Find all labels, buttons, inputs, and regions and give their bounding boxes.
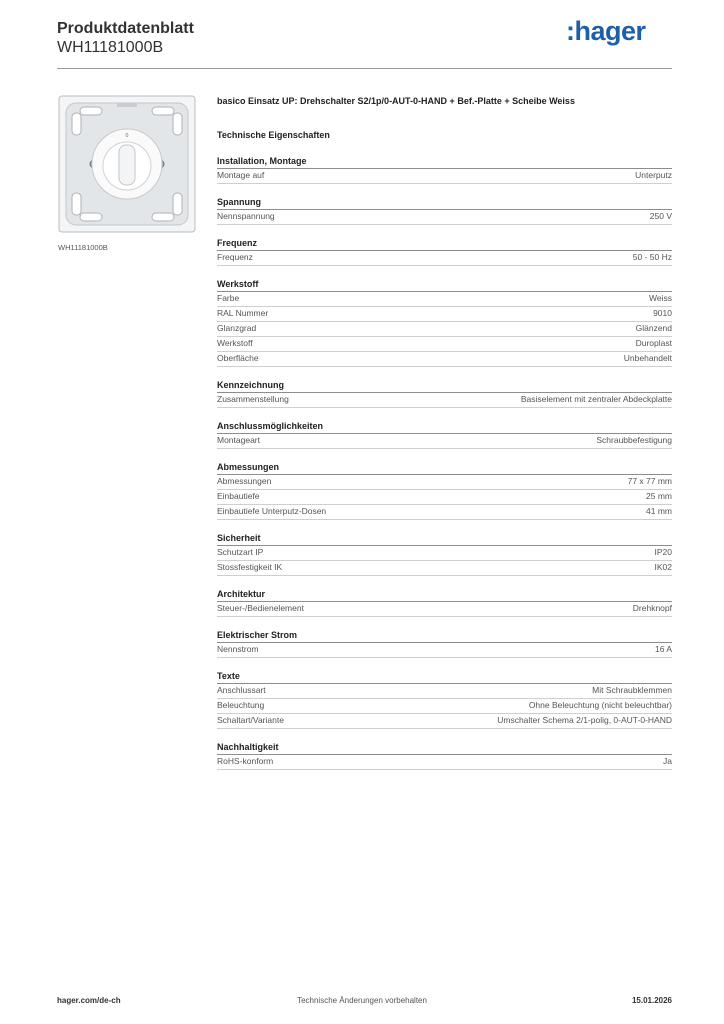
image-caption: WH11181000B bbox=[58, 243, 108, 252]
spec-label: Frequenz bbox=[217, 252, 253, 262]
footer-date: 15.01.2026 bbox=[631, 996, 672, 1005]
spec-value: Mit Schraubklemmen bbox=[592, 685, 672, 695]
rotary-switch-insert-image bbox=[58, 95, 196, 233]
spec-row bbox=[217, 352, 672, 367]
spec-value: Unterputz bbox=[635, 170, 672, 180]
spec-label: Steuer-/Bedienelement bbox=[217, 603, 304, 613]
section-title: Spannung bbox=[217, 196, 672, 210]
spec-value: IK02 bbox=[654, 562, 672, 572]
spec-row bbox=[217, 307, 672, 322]
spec-value: Ja bbox=[663, 756, 672, 766]
spec-row bbox=[217, 337, 672, 352]
spec-value: 41 mm bbox=[646, 506, 672, 516]
spec-value: Glänzend bbox=[635, 323, 672, 333]
footer-website-link[interactable]: hager.com/de-ch bbox=[57, 996, 121, 1005]
spec-row bbox=[217, 490, 672, 505]
spec-value: 16 A bbox=[654, 644, 672, 654]
spec-row bbox=[217, 475, 672, 490]
spec-value: 9010 bbox=[653, 308, 672, 318]
spec-section bbox=[217, 420, 672, 449]
spec-label: Stossfestigkeit IK bbox=[217, 562, 283, 572]
spec-row bbox=[217, 169, 672, 184]
spec-value: 250 V bbox=[649, 211, 672, 221]
spec-section bbox=[217, 741, 672, 770]
spec-label: Schutzart IP bbox=[217, 547, 264, 557]
spec-label: Oberfläche bbox=[217, 353, 259, 363]
spec-row bbox=[217, 251, 672, 266]
spec-row bbox=[217, 505, 672, 520]
spec-section bbox=[217, 588, 672, 617]
page-title: Produktdatenblatt bbox=[57, 20, 194, 37]
spec-value: Unbehandelt bbox=[623, 353, 672, 363]
spec-label: Anschlussart bbox=[217, 685, 266, 695]
spec-value: 50 - 50 Hz bbox=[632, 252, 672, 262]
section-title: Anschlussmöglichkeiten bbox=[217, 420, 672, 434]
product-title: basico Einsatz UP: Drehschalter S2/1p/0-AUT-0-HAND + Bef.-Platte + Scheibe Weiss bbox=[217, 96, 575, 106]
section-title: Architektur bbox=[217, 588, 672, 602]
section-title: Installation, Montage bbox=[217, 155, 672, 169]
spec-row bbox=[217, 210, 672, 225]
spec-label: Nennspannung bbox=[217, 211, 275, 221]
spec-value: 25 mm bbox=[646, 491, 672, 501]
spec-label: Abmessungen bbox=[217, 476, 272, 486]
spec-row bbox=[217, 393, 672, 408]
spec-value: IP20 bbox=[654, 547, 672, 557]
spec-row bbox=[217, 546, 672, 561]
section-title: Abmessungen bbox=[217, 461, 672, 475]
spec-row bbox=[217, 322, 672, 337]
spec-section bbox=[217, 278, 672, 367]
spec-label: Montage auf bbox=[217, 170, 265, 180]
spec-label: Glanzgrad bbox=[217, 323, 257, 333]
spec-row bbox=[217, 643, 672, 658]
tech-properties-heading: Technische Eigenschaften bbox=[217, 130, 330, 140]
spec-label: Nennstrom bbox=[217, 644, 259, 654]
section-title: Sicherheit bbox=[217, 532, 672, 546]
product-code: WH11181000B bbox=[57, 39, 164, 56]
spec-label: Einbautiefe Unterputz-Dosen bbox=[217, 506, 327, 516]
spec-row bbox=[217, 714, 672, 729]
section-title: Nachhaltigkeit bbox=[217, 741, 672, 755]
spec-label: Farbe bbox=[217, 293, 240, 303]
spec-label: Zusammenstellung bbox=[217, 394, 289, 404]
footer-disclaimer: Technische Änderungen vorbehalten bbox=[297, 996, 427, 1005]
spec-label: Montageart bbox=[217, 435, 260, 445]
spec-section bbox=[217, 461, 672, 520]
section-title: Texte bbox=[217, 670, 672, 684]
spec-section bbox=[217, 670, 672, 729]
spec-label: RoHS-konform bbox=[217, 756, 274, 766]
spec-content bbox=[217, 95, 672, 770]
section-title: Kennzeichnung bbox=[217, 379, 672, 393]
spec-section bbox=[217, 155, 672, 184]
spec-value: Ohne Beleuchtung (nicht beleuchtbar) bbox=[528, 700, 672, 710]
spec-label: Einbautiefe bbox=[217, 491, 260, 501]
spec-section bbox=[217, 629, 672, 658]
section-title: Werkstoff bbox=[217, 278, 672, 292]
hager-logo[interactable]: :hager bbox=[566, 16, 646, 46]
spec-section bbox=[217, 379, 672, 408]
spec-section bbox=[217, 196, 672, 225]
spec-label: RAL Nummer bbox=[217, 308, 269, 318]
spec-label: Werkstoff bbox=[217, 338, 253, 348]
spec-row bbox=[217, 684, 672, 699]
section-title: Elektrischer Strom bbox=[217, 629, 672, 643]
spec-value: Duroplast bbox=[635, 338, 672, 348]
svg-text:0: 0 bbox=[125, 133, 129, 139]
spec-value: Umschalter Schema 2/1-polig, 0-AUT-0-HAND bbox=[497, 715, 672, 725]
spec-section bbox=[217, 532, 672, 576]
section-title: Frequenz bbox=[217, 237, 672, 251]
spec-value: 77 x 77 mm bbox=[627, 476, 672, 486]
spec-sections bbox=[217, 155, 672, 770]
spec-section bbox=[217, 237, 672, 266]
header-divider bbox=[57, 68, 672, 69]
spec-row bbox=[217, 434, 672, 449]
spec-row bbox=[217, 699, 672, 714]
spec-row bbox=[217, 602, 672, 617]
spec-label: Beleuchtung bbox=[217, 700, 265, 710]
spec-row bbox=[217, 292, 672, 307]
spec-value: Drehknopf bbox=[632, 603, 672, 613]
spec-label: Schaltart/Variante bbox=[217, 715, 284, 725]
spec-row bbox=[217, 755, 672, 770]
spec-value: Schraubbefestigung bbox=[596, 435, 672, 445]
spec-row bbox=[217, 561, 672, 576]
spec-value: Weiss bbox=[649, 293, 672, 303]
spec-value: Basiselement mit zentraler Abdeckplatte bbox=[520, 394, 672, 404]
